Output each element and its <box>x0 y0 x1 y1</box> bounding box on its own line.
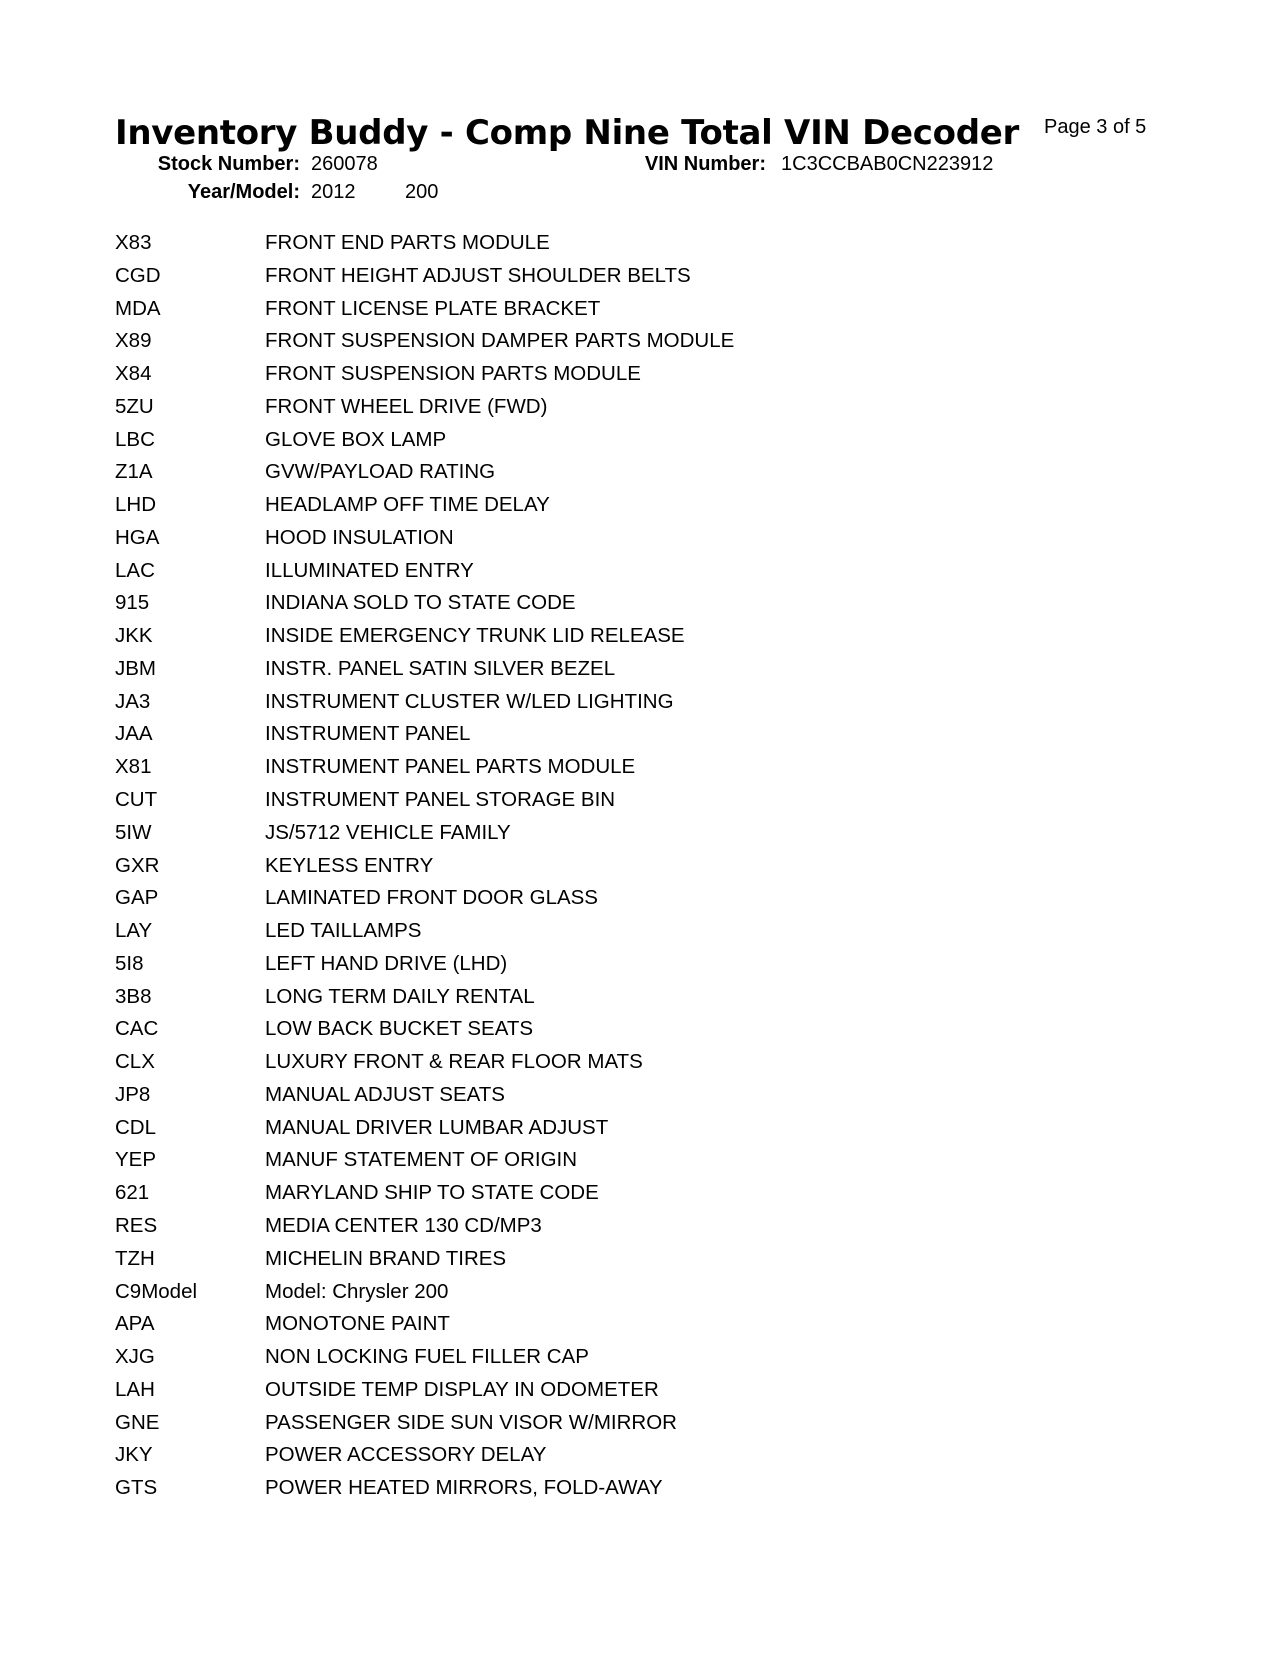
list-item <box>115 620 1115 653</box>
list-item <box>115 1046 1115 1079</box>
option-code: XJG <box>115 1345 155 1369</box>
option-code: CUT <box>115 788 158 812</box>
option-description: INSIDE EMERGENCY TRUNK LID RELEASE <box>265 624 685 648</box>
option-code: LHD <box>115 493 157 517</box>
option-code: CDL <box>115 1115 157 1139</box>
list-item <box>115 1013 1115 1046</box>
option-description: FRONT END PARTS MODULE <box>265 231 550 254</box>
list-item <box>115 817 1115 850</box>
option-description: OUTSIDE TEMP DISPLAY IN ODOMETER <box>265 1377 659 1401</box>
list-item <box>115 489 1115 522</box>
option-description: MANUAL DRIVER LUMBAR ADJUST <box>265 1115 609 1139</box>
list-item <box>115 1276 1115 1309</box>
option-code: X83 <box>115 231 152 254</box>
option-code: JAA <box>115 722 153 746</box>
option-code: TZH <box>115 1246 155 1270</box>
option-code: LAC <box>115 558 155 582</box>
option-code: CLX <box>115 1050 155 1074</box>
option-description: MONOTONE PAINT <box>265 1312 450 1336</box>
report-title: Inventory Buddy - Comp Nine Total VIN Decoder <box>115 113 1019 153</box>
list-item <box>115 686 1115 719</box>
stock-vin-row <box>0 150 1280 178</box>
option-code: RES <box>115 1213 158 1237</box>
option-code: GTS <box>115 1476 158 1500</box>
option-description: FRONT WHEEL DRIVE (FWD) <box>265 394 548 418</box>
option-description: LOW BACK BUCKET SEATS <box>265 1017 534 1041</box>
list-item <box>115 1341 1115 1374</box>
list-item <box>115 653 1115 686</box>
stock-number-value: 260078 <box>311 153 378 175</box>
option-code: 5IW <box>115 820 152 844</box>
option-code: GAP <box>115 886 159 910</box>
option-code: Z1A <box>115 460 153 484</box>
list-item <box>115 456 1115 489</box>
vin-value: 1C3CCBAB0CN223912 <box>781 153 994 175</box>
list-item <box>115 227 1115 260</box>
year-model-row <box>0 178 1280 206</box>
option-code: X89 <box>115 329 152 353</box>
list-item <box>115 1439 1115 1472</box>
option-code: JKY <box>115 1443 153 1467</box>
list-item <box>115 915 1115 948</box>
option-code: CAC <box>115 1017 159 1041</box>
option-description: FRONT LICENSE PLATE BRACKET <box>265 296 601 320</box>
option-code: 915 <box>115 591 150 615</box>
option-description: LUXURY FRONT & REAR FLOOR MATS <box>265 1050 643 1074</box>
vin-label: VIN Number: <box>644 153 766 175</box>
option-code: JA3 <box>115 689 151 713</box>
page-number: Page 3 of 5 <box>1044 116 1147 138</box>
list-item <box>115 391 1115 424</box>
option-code: HGA <box>115 525 160 549</box>
list-item <box>115 424 1115 457</box>
option-description: PASSENGER SIDE SUN VISOR W/MIRROR <box>265 1410 677 1434</box>
option-description: MANUAL ADJUST SEATS <box>265 1082 505 1106</box>
option-description: INDIANA SOLD TO STATE CODE <box>265 591 576 615</box>
option-description: GLOVE BOX LAMP <box>265 427 447 451</box>
stock-number-label: Stock Number: <box>157 153 300 175</box>
option-description: INSTRUMENT PANEL <box>265 722 471 746</box>
option-description: HEADLAMP OFF TIME DELAY <box>265 493 550 517</box>
list-item <box>115 1144 1115 1177</box>
list-item <box>115 882 1115 915</box>
list-item <box>115 587 1115 620</box>
list-item <box>115 1210 1115 1243</box>
option-code: YEP <box>115 1148 157 1172</box>
option-code: GXR <box>115 853 160 877</box>
option-code: LAY <box>115 919 153 943</box>
option-description: POWER ACCESSORY DELAY <box>265 1443 547 1467</box>
list-item <box>115 718 1115 751</box>
list-item <box>115 751 1115 784</box>
options-list <box>115 227 1115 1505</box>
option-code: APA <box>115 1312 155 1336</box>
option-description: GVW/PAYLOAD RATING <box>265 460 496 484</box>
list-item <box>115 522 1115 555</box>
option-code: C9Model <box>115 1279 198 1303</box>
option-code: LBC <box>115 427 155 451</box>
option-description: LEFT HAND DRIVE (LHD) <box>265 951 508 975</box>
option-code: 5I8 <box>115 951 144 975</box>
option-description: LAMINATED FRONT DOOR GLASS <box>265 886 598 910</box>
list-item <box>115 1177 1115 1210</box>
list-item <box>115 1374 1115 1407</box>
list-item <box>115 555 1115 588</box>
list-item <box>115 1243 1115 1276</box>
option-description: HOOD INSULATION <box>265 525 454 549</box>
list-item <box>115 1407 1115 1440</box>
option-code: MDA <box>115 296 161 320</box>
list-item <box>115 850 1115 883</box>
list-item <box>115 293 1115 326</box>
option-description: LONG TERM DAILY RENTAL <box>265 984 535 1008</box>
list-item <box>115 1112 1115 1145</box>
option-description: MEDIA CENTER 130 CD/MP3 <box>265 1213 542 1237</box>
year-model-label: Year/Model: <box>187 181 300 203</box>
option-code: JBM <box>115 656 156 680</box>
option-description: INSTRUMENT CLUSTER W/LED LIGHTING <box>265 689 674 713</box>
option-description: MANUF STATEMENT OF ORIGIN <box>265 1148 578 1172</box>
list-item <box>115 325 1115 358</box>
option-description: INSTRUMENT PANEL PARTS MODULE <box>265 755 636 779</box>
option-description: Model: Chrysler 200 <box>265 1279 449 1303</box>
list-item <box>115 358 1115 391</box>
list-item <box>115 1308 1115 1341</box>
list-item <box>115 981 1115 1014</box>
year-value: 2012 <box>311 181 356 203</box>
option-description: JS/5712 VEHICLE FAMILY <box>265 820 511 844</box>
option-code: GNE <box>115 1410 160 1434</box>
option-description: POWER HEATED MIRRORS, FOLD-AWAY <box>265 1476 663 1500</box>
option-code: X81 <box>115 755 152 779</box>
option-code: CGD <box>115 263 161 287</box>
option-code: LAH <box>115 1377 155 1401</box>
option-description: MARYLAND SHIP TO STATE CODE <box>265 1181 599 1205</box>
model-value: 200 <box>405 181 439 203</box>
option-description: INSTR. PANEL SATIN SILVER BEZEL <box>265 656 616 680</box>
option-description: FRONT SUSPENSION DAMPER PARTS MODULE <box>265 329 735 353</box>
list-item <box>115 784 1115 817</box>
list-item <box>115 948 1115 981</box>
option-code: JKK <box>115 624 153 648</box>
option-description: FRONT HEIGHT ADJUST SHOULDER BELTS <box>265 263 691 287</box>
option-code: 5ZU <box>115 394 154 418</box>
option-code: 621 <box>115 1181 150 1205</box>
list-item <box>115 1079 1115 1112</box>
option-description: NON LOCKING FUEL FILLER CAP <box>265 1345 589 1369</box>
option-description: MICHELIN BRAND TIRES <box>265 1246 507 1270</box>
option-code: X84 <box>115 362 152 386</box>
option-description: LED TAILLAMPS <box>265 919 422 943</box>
option-description: FRONT SUSPENSION PARTS MODULE <box>265 362 641 386</box>
option-description: KEYLESS ENTRY <box>265 853 434 877</box>
list-item <box>115 1472 1115 1505</box>
option-description: INSTRUMENT PANEL STORAGE BIN <box>265 788 616 812</box>
option-code: 3B8 <box>115 984 152 1008</box>
list-item <box>115 260 1115 293</box>
option-code: JP8 <box>115 1082 151 1106</box>
option-description: ILLUMINATED ENTRY <box>265 558 474 582</box>
